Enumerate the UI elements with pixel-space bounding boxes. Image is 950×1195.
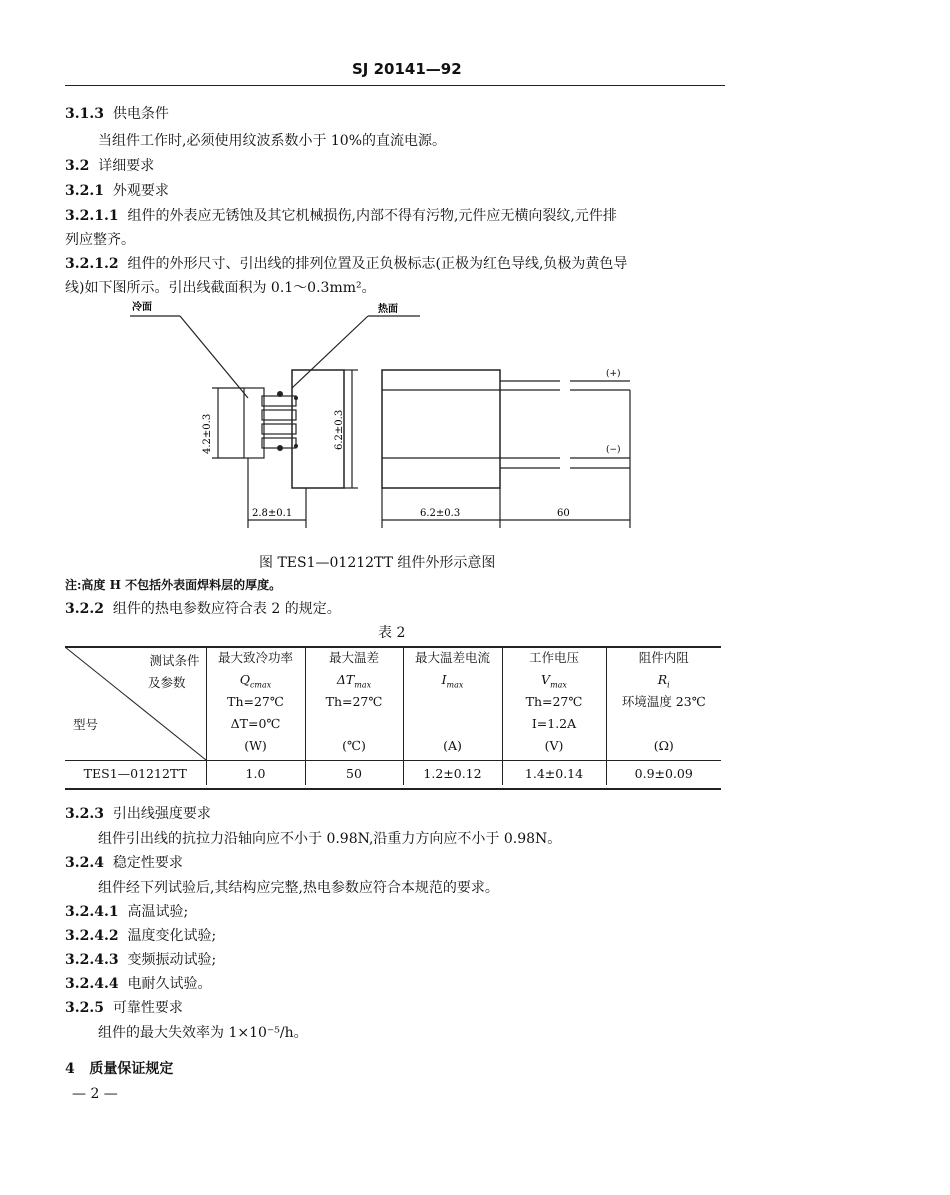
value-imax: 1.2±0.12 xyxy=(403,761,502,786)
section-3-2-4-1: 3.2.4.1 高温试验; xyxy=(65,904,189,920)
section-3-2-heading: 3.2 详细要求 xyxy=(65,158,155,174)
dim-width-body: 6.2±0.3 xyxy=(420,508,461,519)
value-vmax: 1.4±0.14 xyxy=(502,761,606,786)
diagonal-header-cell xyxy=(65,647,206,761)
section-3-1-3-body: 当组件工作时,必须使用纹波系数小于 10%的直流电源。 xyxy=(98,133,447,149)
value-ri: 0.9±0.09 xyxy=(606,761,721,786)
value-qcmax: 1.0 xyxy=(206,761,305,786)
section-3-2-1-2-line2: 线)如下图所示。引出线截面积为 0.1～0.3mm²。 xyxy=(65,280,376,296)
col-header-imax: 最大温差电流 $I_{max}$ (A) xyxy=(403,647,502,761)
section-3-2-1-heading: 3.2.1 外观要求 xyxy=(65,183,169,199)
table-bottom-rule xyxy=(65,788,721,790)
col-header-vmax: 工作电压 $V_{max}$ Th=27℃ I=1.2A (V) xyxy=(502,647,606,761)
col-header-dtmax: 最大温差 $\Delta T_{max}$ Th=27℃ (℃) xyxy=(305,647,403,761)
section-3-2-5-body: 组件的最大失效率为 1×10⁻⁵/h。 xyxy=(98,1025,308,1041)
section-3-2-3-heading: 3.2.3 引出线强度要求 xyxy=(65,806,211,822)
figure-note: 注:高度 H 不包括外表面焊料层的厚度。 xyxy=(65,578,282,592)
section-3-2-2: 3.2.2 组件的热电参数应符合表 2 的规定。 xyxy=(65,601,341,617)
section-3-2-1-1-line1: 3.2.1.1 组件的外表应无锈蚀及其它机械损伤,内部不得有污物,元件应无横向裂纹,元件排 xyxy=(65,208,617,224)
col-header-ri: 阻件内阻 $R_i$ 环境温度 23℃ (Ω) xyxy=(606,647,721,761)
figure-caption: 图 TES1—01212TT 组件外形示意图 xyxy=(259,555,496,571)
page-number: — 2 — xyxy=(72,1086,118,1102)
table-2-title: 表 2 xyxy=(378,625,406,641)
section-3-2-4-4: 3.2.4.4 电耐久试验。 xyxy=(65,976,212,992)
section-3-1-3-heading: 3.1.3 供电条件 xyxy=(65,106,169,122)
dim-height-right: 6.2±0.3 xyxy=(334,409,345,450)
section-3-2-4-heading: 3.2.4 稳定性要求 xyxy=(65,855,183,871)
section-3-2-1-1-line2: 列应整齐。 xyxy=(65,232,135,248)
section-3-2-4-body: 组件经下列试验后,其结构应完整,热电参数应符合本规范的要求。 xyxy=(98,880,499,896)
dim-width-lead: 60 xyxy=(557,508,570,519)
table-row xyxy=(65,761,721,786)
header-rule xyxy=(65,85,725,86)
component-outline-figure xyxy=(120,298,650,548)
section-3-2-5-heading: 3.2.5 可靠性要求 xyxy=(65,1000,183,1016)
section-4-heading: 4 质量保证规定 xyxy=(65,1061,174,1077)
diag-bottom: 型号 xyxy=(73,717,99,732)
positive-label: (+) xyxy=(606,369,621,379)
document-code: SJ 20141—92 xyxy=(352,60,462,78)
hot-face-label: 热面 xyxy=(378,304,398,315)
negative-label: (−) xyxy=(606,445,621,455)
section-3-2-4-2: 3.2.4.2 温度变化试验; xyxy=(65,928,217,944)
table-2 xyxy=(65,647,721,785)
model-cell: TES1—01212TT xyxy=(83,765,187,781)
dim-height-left: 4.2±0.3 xyxy=(202,413,213,454)
diag-top-line2: 及参数 xyxy=(147,675,186,690)
dim-width-left: 2.8±0.1 xyxy=(252,508,293,519)
col-header-qcmax: 最大致冷功率 $Q_{cmax}$ Th=27℃ ΔT=0℃ (W) xyxy=(206,647,305,761)
section-3-2-4-3: 3.2.4.3 变频振动试验; xyxy=(65,952,217,968)
value-dtmax: 50 xyxy=(305,761,403,786)
section-3-2-3-body: 组件引出线的抗拉力沿轴向应不小于 0.98N,沿重力方向应不小于 0.98N。 xyxy=(98,831,562,847)
diag-top-line1: 测试条件 xyxy=(149,653,200,668)
section-3-2-1-2-line1: 3.2.1.2 组件的外形尺寸、引出线的排列位置及正负极标志(正极为红色导线,负极为黄色导 xyxy=(65,256,628,272)
cold-face-label: 冷面 xyxy=(132,302,152,313)
